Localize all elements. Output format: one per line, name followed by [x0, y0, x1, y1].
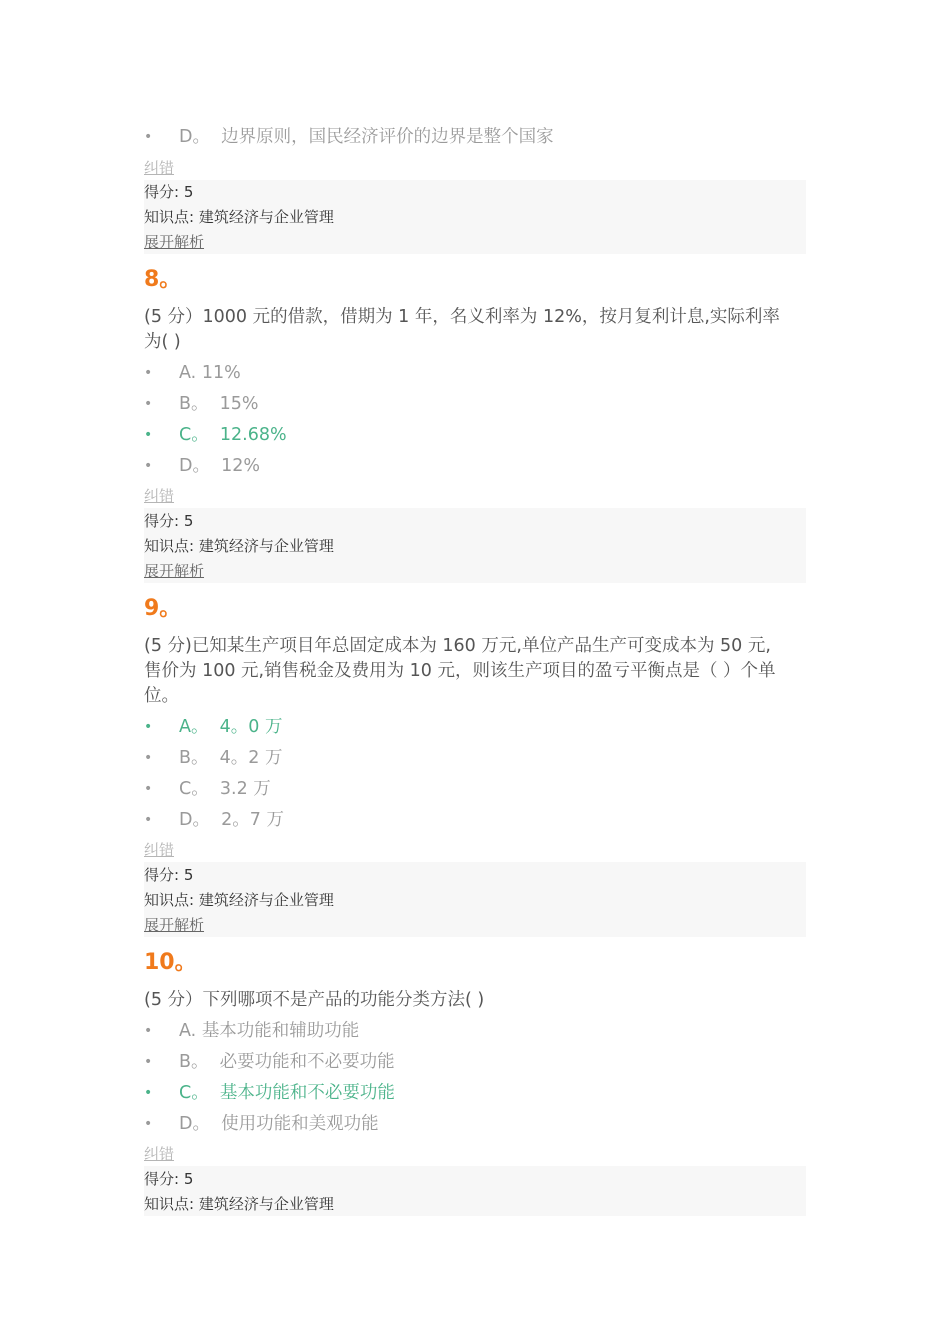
option-letter: A.	[179, 1021, 197, 1041]
bullet-icon: •	[144, 365, 153, 381]
q9-knowledge-point: 知识点: 建筑经济与企业管理	[144, 891, 334, 909]
option-text: 必要功能和不必要功能	[219, 1052, 395, 1072]
q7-expand-analysis-link[interactable]: 展开解析	[144, 233, 205, 251]
q8-number: 8。	[144, 267, 182, 292]
option-text: 12%	[221, 456, 261, 476]
q7-info-box	[144, 180, 806, 254]
q9-stem-line: 位。	[144, 686, 179, 706]
bullet-icon: •	[144, 427, 153, 443]
option-letter: B。	[179, 1052, 209, 1072]
option-text: 边界原则，国民经济评价的边界是整个国家	[221, 127, 554, 147]
option-text: 4。2 万	[219, 748, 283, 768]
option-text: 基本功能和辅助功能	[201, 1021, 360, 1041]
q10-report-error-link[interactable]: 纠错	[144, 1145, 175, 1163]
q9-stem	[144, 634, 806, 709]
q9-number: 9。	[144, 596, 182, 621]
q10-stem-line: (5 分）下列哪项不是产品的功能分类方法( )	[144, 990, 485, 1010]
bullet-icon: •	[144, 1116, 153, 1132]
q9-stem-line: 售价为 100 元,销售税金及费用为 10 元，则该生产项目的盈亏平衡点是（ ）个单	[144, 661, 776, 681]
bullet-icon: •	[144, 719, 153, 735]
option-letter: B。	[179, 394, 209, 414]
q8-knowledge-point: 知识点: 建筑经济与企业管理	[144, 537, 334, 555]
q9-report-error-link[interactable]: 纠错	[144, 841, 175, 859]
q8-score: 得分: 5	[144, 512, 194, 530]
option-text: 4。0 万	[219, 717, 283, 737]
q8-stem-line: (5 分）1000 元的借款，借期为 1 年，名义利率为 12%，按月复利计息,实际利率	[144, 307, 780, 327]
q8-report-error-link[interactable]: 纠错	[144, 487, 175, 505]
q10-number: 10。	[144, 950, 197, 975]
bullet-icon: •	[144, 458, 153, 474]
option-text: 12.68%	[219, 425, 287, 445]
q7-report-error-link[interactable]: 纠错	[144, 159, 175, 177]
bullet-icon: •	[144, 1054, 153, 1070]
option-letter: A。	[179, 717, 209, 737]
option-letter: B。	[179, 748, 209, 768]
q10-score: 得分: 5	[144, 1170, 194, 1188]
option-letter: D。	[179, 127, 210, 147]
q10-info-box	[144, 1166, 806, 1216]
bullet-icon: •	[144, 750, 153, 766]
q9-info-box	[144, 862, 806, 937]
option-text: 使用功能和美观功能	[221, 1114, 379, 1134]
option-text: 基本功能和不必要功能	[219, 1083, 395, 1103]
q10-stem	[144, 988, 806, 1013]
q8-info-box	[144, 508, 806, 583]
option-letter: D。	[179, 810, 210, 830]
q8-stem-line: 为( )	[144, 332, 181, 352]
q8-stem	[144, 305, 806, 355]
option-text: 11%	[201, 363, 241, 383]
option-letter: D。	[179, 1114, 210, 1134]
bullet-icon: •	[144, 129, 153, 145]
bullet-icon: •	[144, 1085, 153, 1101]
q7-score: 得分: 5	[144, 183, 194, 201]
option-text: 15%	[219, 394, 259, 414]
option-letter: C。	[179, 1083, 209, 1103]
q7-knowledge-point: 知识点: 建筑经济与企业管理	[144, 208, 334, 226]
bullet-icon: •	[144, 1023, 153, 1039]
q9-expand-analysis-link[interactable]: 展开解析	[144, 916, 205, 934]
bullet-icon: •	[144, 396, 153, 412]
q9-score: 得分: 5	[144, 866, 194, 884]
option-letter: C。	[179, 779, 209, 799]
option-letter: A.	[179, 363, 197, 383]
q10-knowledge-point: 知识点: 建筑经济与企业管理	[144, 1195, 334, 1213]
q9-stem-line: (5 分)已知某生产项目年总固定成本为 160 万元,单位产品生产可变成本为 50 元,	[144, 636, 771, 656]
bullet-icon: •	[144, 781, 153, 797]
option-text: 3.2 万	[219, 779, 271, 799]
option-letter: D。	[179, 456, 210, 476]
option-letter: C。	[179, 425, 209, 445]
bullet-icon: •	[144, 812, 153, 828]
option-text: 2。7 万	[221, 810, 284, 830]
q8-expand-analysis-link[interactable]: 展开解析	[144, 562, 205, 580]
